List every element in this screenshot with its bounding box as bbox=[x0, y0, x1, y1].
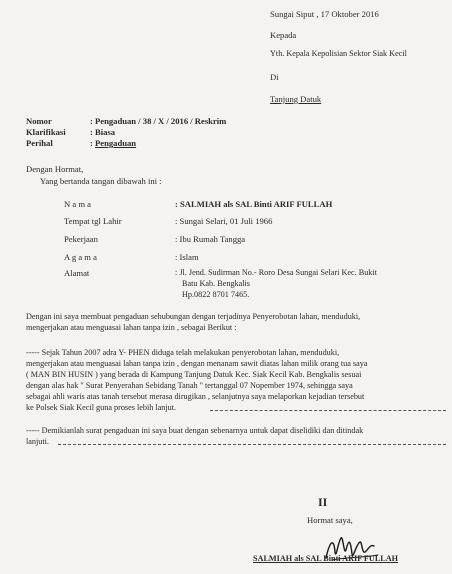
body-line-4: dengan alas hak " Surat Penyerahan Sebidang Tanah " tertanggal 07 Nopember 1974, sehingga saya bbox=[26, 381, 353, 390]
identity-label-pekerjaan: Pekerjaan bbox=[64, 234, 98, 244]
identity-value-pekerjaan: : Ibu Rumah Tangga bbox=[175, 234, 246, 244]
meta-label-klarifikasi: Klarifikasi bbox=[26, 127, 66, 137]
intro-line: Yang bertanda tangan dibawah ini : bbox=[40, 176, 162, 186]
meta-value-perihal: : Pengaduan bbox=[90, 138, 137, 148]
address-line-2: Batu Kab. Bengkalis bbox=[182, 279, 250, 288]
body-line-2: mengerjakan atau menguasai lahan tanpa izin , dengan menanam sawit diatas lahan milik orang tua saya bbox=[26, 359, 368, 368]
signatory-name: SALMIAH als SAL Binti ARIF FULLAH bbox=[253, 554, 399, 563]
meta-value-klarifikasi: : Biasa bbox=[90, 127, 116, 137]
address-line-3: Hp.0822 8701 7465. bbox=[182, 290, 250, 299]
to-label: Kepada bbox=[270, 30, 297, 40]
body-line-1: ----- Sejak Tahun 2007 adra Y- PHEN diduga telah melakukan penyerobotan lahan, menduduki, bbox=[26, 348, 340, 357]
closing-dash-line bbox=[58, 444, 446, 445]
closing-line-1: ----- Demikianlah surat pengaduan ini saya buat dengan sebenarnya untuk dapat diselidiki dan ditindak bbox=[26, 426, 364, 435]
identity-value-agama: : Islam bbox=[175, 252, 199, 262]
identity-label-alamat: Alamat bbox=[64, 268, 90, 278]
place-date: Sungai Siput , 17 Oktober 2016 bbox=[270, 9, 379, 19]
statement-line-1: Dengan ini saya membuat pengaduan sehubungan dengan terjadinya Penyerobotan lahan, menduduki, bbox=[26, 312, 361, 321]
greeting: Dengan Hormat, bbox=[26, 164, 84, 174]
body-line-6: ke Polsek Siak Kecil guna proses lebih lanjut. bbox=[26, 403, 177, 412]
regards-line: Hormat saya, bbox=[307, 515, 353, 525]
meta-label-perihal: Perihal bbox=[26, 138, 53, 148]
meta-value-nomor: : Pengaduan / 38 / X / 2016 / Reskrim bbox=[90, 116, 227, 126]
meta-label-nomor: Nomor bbox=[26, 116, 52, 126]
body-dash-line bbox=[210, 410, 446, 411]
statement-line-2: mengerjakan atau menguasai lahan tanpa izin , sebagai Berikut : bbox=[26, 323, 237, 332]
body-line-3: ( MAN BIN HUSIN ) yang berada di Kampung Tanjung Datuk Kec. Siak Kecil Kab. Bengkalis sesuai bbox=[26, 370, 362, 379]
identity-label-agama: A g a m a bbox=[64, 252, 97, 262]
closing-line-2: lanjuti. bbox=[26, 437, 49, 446]
recipient: Yth. Kepala Kepolisian Sektor Siak Kecil bbox=[270, 49, 407, 58]
identity-value-ttl: : Sungai Selari, 01 Juli 1966 bbox=[175, 216, 273, 226]
signature-mark: II bbox=[318, 495, 328, 509]
body-line-5: sebagai ahli waris atas tanah tersebut merasa dirugikan , selanjutnya saya melaporkan kejadian tersebut bbox=[26, 392, 365, 401]
identity-value-alamat: : Jl. Jend. Sudirman No.- Roro Desa Sungai Selari Kec. Bukit bbox=[175, 268, 377, 277]
identity-label-ttl: Tempat tgl Lahir bbox=[64, 216, 122, 226]
identity-value-nama: : SALMIAH als SAL Binti ARIF FULLAH bbox=[175, 199, 333, 209]
at-label: Di bbox=[270, 72, 279, 82]
recipient-location: Tanjung Datuk bbox=[270, 94, 322, 104]
identity-label-nama: N a m a bbox=[64, 199, 91, 209]
